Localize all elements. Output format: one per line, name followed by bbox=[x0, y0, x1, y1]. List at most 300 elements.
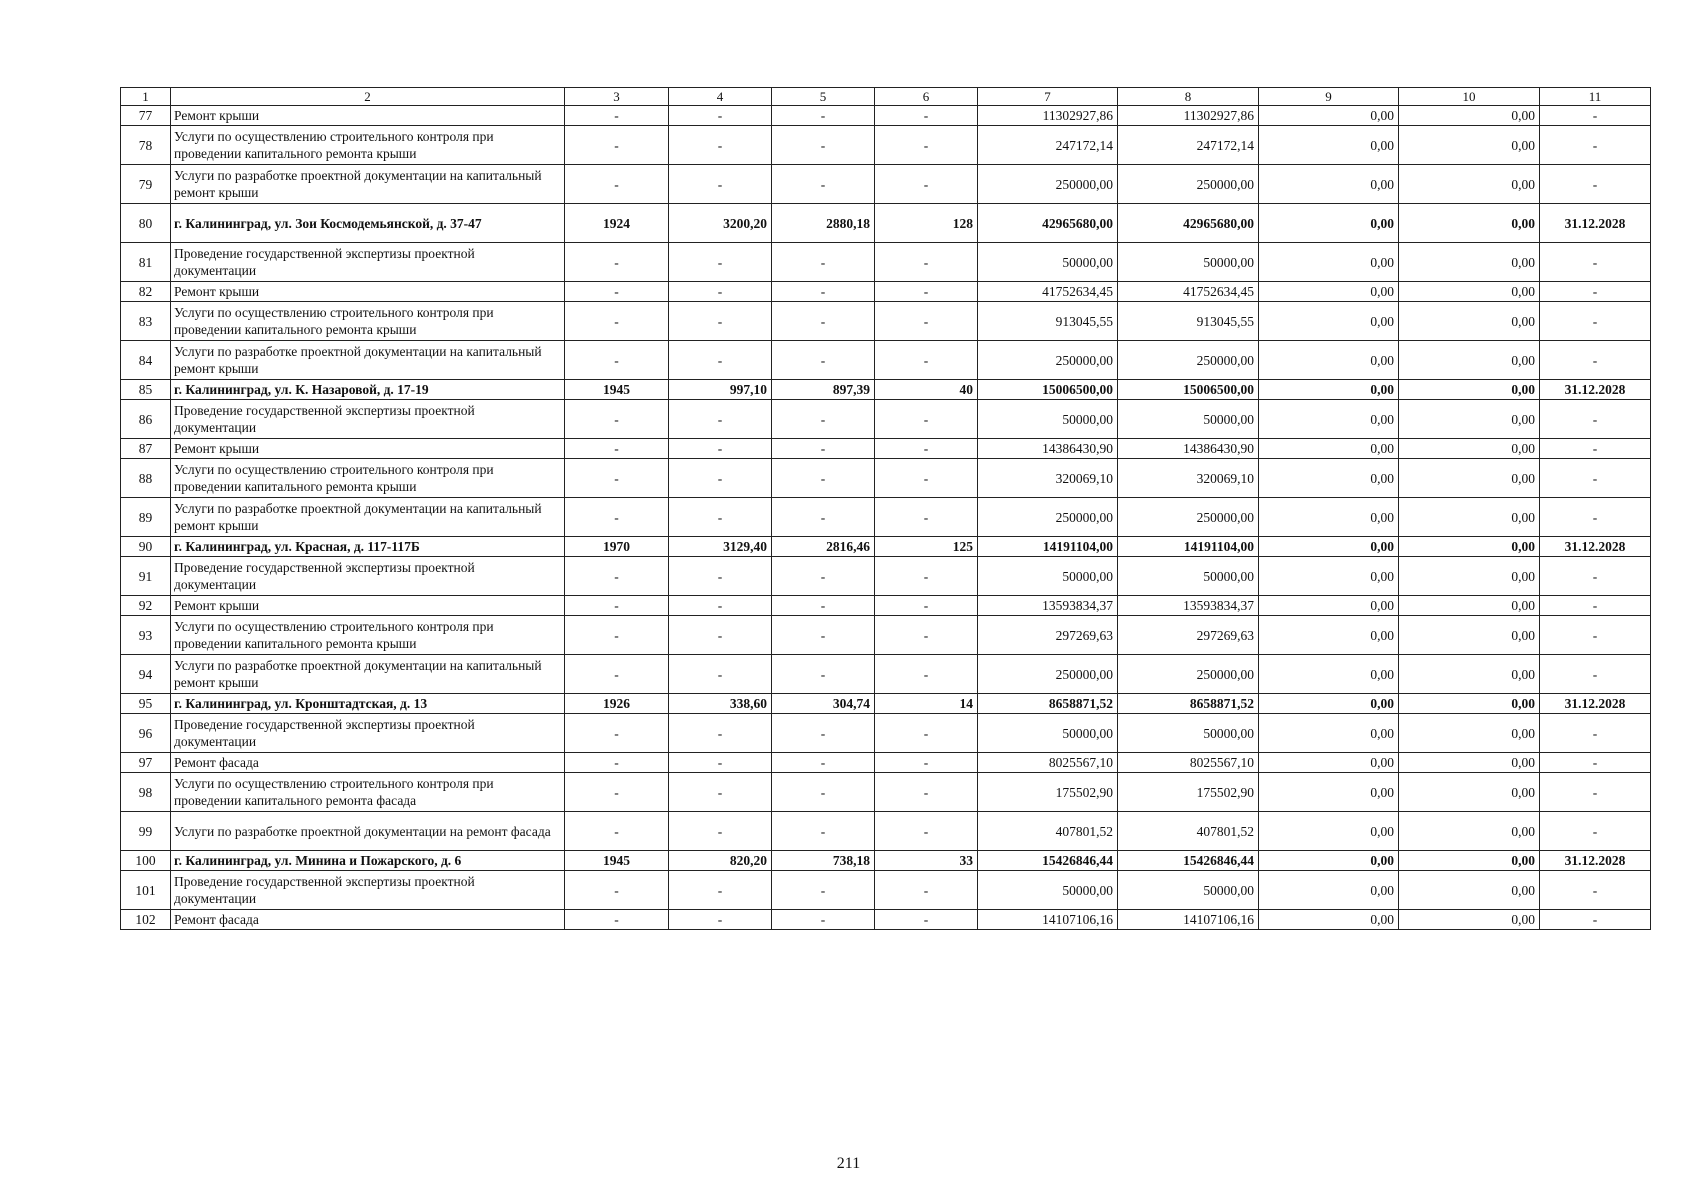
col-6-cell: 128 bbox=[875, 204, 978, 243]
col-6-cell: - bbox=[875, 341, 978, 380]
col-6-cell: - bbox=[875, 282, 978, 302]
col-11-cell: - bbox=[1540, 302, 1651, 341]
col-6-cell: - bbox=[875, 714, 978, 753]
col-10-cell: 0,00 bbox=[1399, 655, 1540, 694]
col-5-cell: - bbox=[772, 126, 875, 165]
col-4-cell: - bbox=[669, 616, 772, 655]
col-5-cell: - bbox=[772, 282, 875, 302]
col-4-cell: - bbox=[669, 557, 772, 596]
col-10-cell: 0,00 bbox=[1399, 459, 1540, 498]
row-number-cell: 87 bbox=[121, 439, 171, 459]
col-10-cell: 0,00 bbox=[1399, 165, 1540, 204]
col-3-cell: - bbox=[565, 165, 669, 204]
column-header: 7 bbox=[978, 88, 1118, 106]
col-8-cell: 8025567,10 bbox=[1118, 753, 1259, 773]
col-7-cell: 8025567,10 bbox=[978, 753, 1118, 773]
col-9-cell: 0,00 bbox=[1259, 204, 1399, 243]
row-number-cell: 84 bbox=[121, 341, 171, 380]
col-11-cell: - bbox=[1540, 616, 1651, 655]
col-5-cell: - bbox=[772, 459, 875, 498]
row-number-cell: 96 bbox=[121, 714, 171, 753]
work-description-cell: Проведение государственной экспертизы проектной документации bbox=[171, 714, 565, 753]
row-number-cell: 85 bbox=[121, 380, 171, 400]
col-9-cell: 0,00 bbox=[1259, 871, 1399, 910]
row-number-cell: 95 bbox=[121, 694, 171, 714]
col-3-cell: - bbox=[565, 773, 669, 812]
col-10-cell: 0,00 bbox=[1399, 871, 1540, 910]
col-7-cell: 50000,00 bbox=[978, 557, 1118, 596]
col-7-cell: 247172,14 bbox=[978, 126, 1118, 165]
work-description-cell: Услуги по разработке проектной документации на капитальный ремонт крыши bbox=[171, 655, 565, 694]
work-description-cell: г. Калининград, ул. Красная, д. 117-117Б bbox=[171, 537, 565, 557]
col-5-cell: - bbox=[772, 165, 875, 204]
col-7-cell: 13593834,37 bbox=[978, 596, 1118, 616]
column-header: 2 bbox=[171, 88, 565, 106]
col-11-cell: 31.12.2028 bbox=[1540, 380, 1651, 400]
col-8-cell: 407801,52 bbox=[1118, 812, 1259, 851]
col-3-cell: - bbox=[565, 871, 669, 910]
col-11-cell: - bbox=[1540, 400, 1651, 439]
col-4-cell: - bbox=[669, 439, 772, 459]
col-7-cell: 8658871,52 bbox=[978, 694, 1118, 714]
col-5-cell: - bbox=[772, 341, 875, 380]
col-6-cell: - bbox=[875, 243, 978, 282]
col-9-cell: 0,00 bbox=[1259, 439, 1399, 459]
col-3-cell: 1945 bbox=[565, 380, 669, 400]
col-5-cell: - bbox=[772, 243, 875, 282]
col-4-cell: - bbox=[669, 282, 772, 302]
col-4-cell: - bbox=[669, 498, 772, 537]
work-description-cell: Ремонт крыши bbox=[171, 282, 565, 302]
work-item-row bbox=[121, 126, 1651, 165]
work-description-cell: Проведение государственной экспертизы проектной документации bbox=[171, 557, 565, 596]
row-number-cell: 99 bbox=[121, 812, 171, 851]
work-description-cell: Ремонт крыши bbox=[171, 106, 565, 126]
col-10-cell: 0,00 bbox=[1399, 812, 1540, 851]
col-3-cell: - bbox=[565, 557, 669, 596]
col-8-cell: 297269,63 bbox=[1118, 616, 1259, 655]
col-11-cell: - bbox=[1540, 126, 1651, 165]
work-item-row bbox=[121, 910, 1651, 930]
column-header: 9 bbox=[1259, 88, 1399, 106]
work-item-row bbox=[121, 243, 1651, 282]
col-9-cell: 0,00 bbox=[1259, 714, 1399, 753]
work-description-cell: Ремонт фасада bbox=[171, 753, 565, 773]
column-header: 8 bbox=[1118, 88, 1259, 106]
col-6-cell: - bbox=[875, 773, 978, 812]
work-description-cell: Услуги по разработке проектной документации на ремонт фасада bbox=[171, 812, 565, 851]
work-description-cell: г. Калининград, ул. Минина и Пожарского, д. 6 bbox=[171, 851, 565, 871]
row-number-cell: 92 bbox=[121, 596, 171, 616]
col-7-cell: 250000,00 bbox=[978, 498, 1118, 537]
address-row bbox=[121, 380, 1651, 400]
col-5-cell: - bbox=[772, 439, 875, 459]
row-number-cell: 102 bbox=[121, 910, 171, 930]
col-10-cell: 0,00 bbox=[1399, 596, 1540, 616]
col-10-cell: 0,00 bbox=[1399, 439, 1540, 459]
col-8-cell: 250000,00 bbox=[1118, 341, 1259, 380]
col-7-cell: 320069,10 bbox=[978, 459, 1118, 498]
col-8-cell: 320069,10 bbox=[1118, 459, 1259, 498]
work-item-row bbox=[121, 753, 1651, 773]
col-8-cell: 50000,00 bbox=[1118, 714, 1259, 753]
col-7-cell: 42965680,00 bbox=[978, 204, 1118, 243]
col-6-cell: - bbox=[875, 753, 978, 773]
work-description-cell: Услуги по разработке проектной документации на капитальный ремонт крыши bbox=[171, 165, 565, 204]
col-8-cell: 15426846,44 bbox=[1118, 851, 1259, 871]
col-11-cell: 31.12.2028 bbox=[1540, 694, 1651, 714]
col-8-cell: 13593834,37 bbox=[1118, 596, 1259, 616]
col-9-cell: 0,00 bbox=[1259, 557, 1399, 596]
col-9-cell: 0,00 bbox=[1259, 537, 1399, 557]
col-4-cell: - bbox=[669, 165, 772, 204]
col-7-cell: 250000,00 bbox=[978, 165, 1118, 204]
col-8-cell: 8658871,52 bbox=[1118, 694, 1259, 714]
col-11-cell: - bbox=[1540, 753, 1651, 773]
col-4-cell: - bbox=[669, 753, 772, 773]
col-10-cell: 0,00 bbox=[1399, 616, 1540, 655]
col-6-cell: - bbox=[875, 459, 978, 498]
col-5-cell: - bbox=[772, 616, 875, 655]
col-8-cell: 15006500,00 bbox=[1118, 380, 1259, 400]
work-description-cell: Ремонт крыши bbox=[171, 439, 565, 459]
col-5-cell: - bbox=[772, 498, 875, 537]
col-11-cell: - bbox=[1540, 106, 1651, 126]
col-11-cell: - bbox=[1540, 596, 1651, 616]
work-description-cell: Проведение государственной экспертизы проектной документации bbox=[171, 243, 565, 282]
col-3-cell: - bbox=[565, 400, 669, 439]
col-8-cell: 247172,14 bbox=[1118, 126, 1259, 165]
col-5-cell: - bbox=[772, 400, 875, 439]
col-7-cell: 11302927,86 bbox=[978, 106, 1118, 126]
col-4-cell: - bbox=[669, 714, 772, 753]
row-number-cell: 91 bbox=[121, 557, 171, 596]
col-4-cell: - bbox=[669, 655, 772, 694]
work-item-row bbox=[121, 714, 1651, 753]
col-11-cell: - bbox=[1540, 498, 1651, 537]
work-description-cell: г. Калининград, ул. К. Назаровой, д. 17-19 bbox=[171, 380, 565, 400]
col-3-cell: 1945 bbox=[565, 851, 669, 871]
col-4-cell: - bbox=[669, 812, 772, 851]
column-header: 10 bbox=[1399, 88, 1540, 106]
col-8-cell: 50000,00 bbox=[1118, 400, 1259, 439]
work-item-row bbox=[121, 341, 1651, 380]
col-3-cell: - bbox=[565, 341, 669, 380]
col-8-cell: 14191104,00 bbox=[1118, 537, 1259, 557]
row-number-cell: 81 bbox=[121, 243, 171, 282]
col-7-cell: 297269,63 bbox=[978, 616, 1118, 655]
col-9-cell: 0,00 bbox=[1259, 243, 1399, 282]
col-7-cell: 250000,00 bbox=[978, 341, 1118, 380]
col-4-cell: 997,10 bbox=[669, 380, 772, 400]
work-item-row bbox=[121, 106, 1651, 126]
row-number-cell: 78 bbox=[121, 126, 171, 165]
col-3-cell: - bbox=[565, 302, 669, 341]
col-4-cell: - bbox=[669, 596, 772, 616]
col-5-cell: - bbox=[772, 773, 875, 812]
col-3-cell: - bbox=[565, 753, 669, 773]
col-6-cell: 125 bbox=[875, 537, 978, 557]
row-number-cell: 86 bbox=[121, 400, 171, 439]
col-11-cell: - bbox=[1540, 282, 1651, 302]
col-4-cell: 338,60 bbox=[669, 694, 772, 714]
column-header: 5 bbox=[772, 88, 875, 106]
col-8-cell: 11302927,86 bbox=[1118, 106, 1259, 126]
address-row bbox=[121, 537, 1651, 557]
col-9-cell: 0,00 bbox=[1259, 282, 1399, 302]
work-item-row bbox=[121, 616, 1651, 655]
col-8-cell: 250000,00 bbox=[1118, 498, 1259, 537]
work-description-cell: Ремонт крыши bbox=[171, 596, 565, 616]
col-5-cell: - bbox=[772, 596, 875, 616]
column-header: 6 bbox=[875, 88, 978, 106]
col-8-cell: 250000,00 bbox=[1118, 655, 1259, 694]
row-number-cell: 79 bbox=[121, 165, 171, 204]
col-3-cell: - bbox=[565, 616, 669, 655]
col-10-cell: 0,00 bbox=[1399, 714, 1540, 753]
col-9-cell: 0,00 bbox=[1259, 400, 1399, 439]
col-11-cell: - bbox=[1540, 871, 1651, 910]
col-11-cell: - bbox=[1540, 655, 1651, 694]
col-10-cell: 0,00 bbox=[1399, 126, 1540, 165]
col-8-cell: 41752634,45 bbox=[1118, 282, 1259, 302]
col-5-cell: - bbox=[772, 714, 875, 753]
row-number-cell: 100 bbox=[121, 851, 171, 871]
col-8-cell: 913045,55 bbox=[1118, 302, 1259, 341]
col-9-cell: 0,00 bbox=[1259, 596, 1399, 616]
col-7-cell: 50000,00 bbox=[978, 243, 1118, 282]
work-item-row bbox=[121, 400, 1651, 439]
col-5-cell: - bbox=[772, 557, 875, 596]
row-number-cell: 94 bbox=[121, 655, 171, 694]
work-item-row bbox=[121, 596, 1651, 616]
row-number-cell: 80 bbox=[121, 204, 171, 243]
col-3-cell: - bbox=[565, 498, 669, 537]
work-item-row bbox=[121, 439, 1651, 459]
col-4-cell: 3200,20 bbox=[669, 204, 772, 243]
col-6-cell: - bbox=[875, 498, 978, 537]
col-7-cell: 14386430,90 bbox=[978, 439, 1118, 459]
col-9-cell: 0,00 bbox=[1259, 616, 1399, 655]
col-9-cell: 0,00 bbox=[1259, 126, 1399, 165]
col-11-cell: - bbox=[1540, 165, 1651, 204]
column-header: 3 bbox=[565, 88, 669, 106]
work-item-row bbox=[121, 459, 1651, 498]
col-10-cell: 0,00 bbox=[1399, 243, 1540, 282]
col-10-cell: 0,00 bbox=[1399, 302, 1540, 341]
col-11-cell: - bbox=[1540, 341, 1651, 380]
col-9-cell: 0,00 bbox=[1259, 165, 1399, 204]
work-description-cell: Услуги по осуществлению строительного контроля при проведении капитального ремонта фасада bbox=[171, 773, 565, 812]
col-3-cell: - bbox=[565, 243, 669, 282]
repair-schedule-table bbox=[120, 87, 1651, 930]
col-11-cell: 31.12.2028 bbox=[1540, 537, 1651, 557]
col-10-cell: 0,00 bbox=[1399, 753, 1540, 773]
col-4-cell: 820,20 bbox=[669, 851, 772, 871]
col-3-cell: - bbox=[565, 106, 669, 126]
work-description-cell: Услуги по осуществлению строительного контроля при проведении капитального ремонта крыши bbox=[171, 302, 565, 341]
col-10-cell: 0,00 bbox=[1399, 694, 1540, 714]
col-4-cell: - bbox=[669, 243, 772, 282]
col-9-cell: 0,00 bbox=[1259, 812, 1399, 851]
col-3-cell: - bbox=[565, 812, 669, 851]
col-9-cell: 0,00 bbox=[1259, 753, 1399, 773]
col-3-cell: - bbox=[565, 910, 669, 930]
col-3-cell: - bbox=[565, 282, 669, 302]
work-description-cell: Проведение государственной экспертизы проектной документации bbox=[171, 871, 565, 910]
col-9-cell: 0,00 bbox=[1259, 380, 1399, 400]
col-8-cell: 175502,90 bbox=[1118, 773, 1259, 812]
work-item-row bbox=[121, 165, 1651, 204]
col-9-cell: 0,00 bbox=[1259, 106, 1399, 126]
column-header: 11 bbox=[1540, 88, 1651, 106]
col-5-cell: 897,39 bbox=[772, 380, 875, 400]
col-4-cell: 3129,40 bbox=[669, 537, 772, 557]
col-6-cell: - bbox=[875, 557, 978, 596]
col-11-cell: - bbox=[1540, 812, 1651, 851]
col-6-cell: - bbox=[875, 439, 978, 459]
col-5-cell: 738,18 bbox=[772, 851, 875, 871]
col-9-cell: 0,00 bbox=[1259, 655, 1399, 694]
address-row bbox=[121, 204, 1651, 243]
col-11-cell: - bbox=[1540, 439, 1651, 459]
col-10-cell: 0,00 bbox=[1399, 537, 1540, 557]
col-3-cell: - bbox=[565, 439, 669, 459]
address-row bbox=[121, 851, 1651, 871]
row-number-cell: 97 bbox=[121, 753, 171, 773]
col-10-cell: 0,00 bbox=[1399, 851, 1540, 871]
work-item-row bbox=[121, 812, 1651, 851]
col-10-cell: 0,00 bbox=[1399, 557, 1540, 596]
row-number-cell: 82 bbox=[121, 282, 171, 302]
col-6-cell: - bbox=[875, 165, 978, 204]
col-5-cell: - bbox=[772, 910, 875, 930]
col-3-cell: 1924 bbox=[565, 204, 669, 243]
col-11-cell: - bbox=[1540, 910, 1651, 930]
col-6-cell: - bbox=[875, 812, 978, 851]
work-description-cell: Услуги по осуществлению строительного контроля при проведении капитального ремонта крыши bbox=[171, 126, 565, 165]
col-7-cell: 14191104,00 bbox=[978, 537, 1118, 557]
col-5-cell: - bbox=[772, 106, 875, 126]
work-description-cell: Ремонт фасада bbox=[171, 910, 565, 930]
col-9-cell: 0,00 bbox=[1259, 694, 1399, 714]
col-3-cell: - bbox=[565, 126, 669, 165]
col-3-cell: 1926 bbox=[565, 694, 669, 714]
col-3-cell: - bbox=[565, 714, 669, 753]
col-8-cell: 50000,00 bbox=[1118, 557, 1259, 596]
col-11-cell: - bbox=[1540, 557, 1651, 596]
col-3-cell: - bbox=[565, 596, 669, 616]
col-11-cell: - bbox=[1540, 773, 1651, 812]
col-4-cell: - bbox=[669, 126, 772, 165]
col-10-cell: 0,00 bbox=[1399, 341, 1540, 380]
work-item-row bbox=[121, 282, 1651, 302]
row-number-cell: 83 bbox=[121, 302, 171, 341]
col-8-cell: 14386430,90 bbox=[1118, 439, 1259, 459]
col-8-cell: 50000,00 bbox=[1118, 871, 1259, 910]
work-description-cell: Услуги по разработке проектной документации на капитальный ремонт крыши bbox=[171, 498, 565, 537]
col-11-cell: 31.12.2028 bbox=[1540, 204, 1651, 243]
col-4-cell: - bbox=[669, 459, 772, 498]
col-10-cell: 0,00 bbox=[1399, 400, 1540, 439]
col-6-cell: - bbox=[875, 655, 978, 694]
col-8-cell: 50000,00 bbox=[1118, 243, 1259, 282]
col-10-cell: 0,00 bbox=[1399, 106, 1540, 126]
col-8-cell: 14107106,16 bbox=[1118, 910, 1259, 930]
col-6-cell: - bbox=[875, 126, 978, 165]
col-4-cell: - bbox=[669, 773, 772, 812]
row-number-cell: 98 bbox=[121, 773, 171, 812]
col-11-cell: - bbox=[1540, 714, 1651, 753]
col-10-cell: 0,00 bbox=[1399, 910, 1540, 930]
col-6-cell: - bbox=[875, 616, 978, 655]
col-5-cell: - bbox=[772, 302, 875, 341]
col-5-cell: - bbox=[772, 812, 875, 851]
col-6-cell: - bbox=[875, 302, 978, 341]
work-description-cell: Услуги по осуществлению строительного контроля при проведении капитального ремонта крыши bbox=[171, 459, 565, 498]
col-11-cell: 31.12.2028 bbox=[1540, 851, 1651, 871]
col-9-cell: 0,00 bbox=[1259, 498, 1399, 537]
col-6-cell: - bbox=[875, 106, 978, 126]
col-6-cell: 40 bbox=[875, 380, 978, 400]
col-7-cell: 50000,00 bbox=[978, 714, 1118, 753]
col-10-cell: 0,00 bbox=[1399, 498, 1540, 537]
col-7-cell: 15006500,00 bbox=[978, 380, 1118, 400]
col-4-cell: - bbox=[669, 341, 772, 380]
work-item-row bbox=[121, 655, 1651, 694]
col-9-cell: 0,00 bbox=[1259, 302, 1399, 341]
col-9-cell: 0,00 bbox=[1259, 910, 1399, 930]
work-item-row bbox=[121, 773, 1651, 812]
col-10-cell: 0,00 bbox=[1399, 773, 1540, 812]
col-5-cell: - bbox=[772, 655, 875, 694]
work-item-row bbox=[121, 498, 1651, 537]
row-number-cell: 89 bbox=[121, 498, 171, 537]
col-4-cell: - bbox=[669, 871, 772, 910]
col-3-cell: - bbox=[565, 655, 669, 694]
col-7-cell: 407801,52 bbox=[978, 812, 1118, 851]
col-9-cell: 0,00 bbox=[1259, 851, 1399, 871]
row-number-cell: 77 bbox=[121, 106, 171, 126]
row-number-cell: 101 bbox=[121, 871, 171, 910]
column-header: 1 bbox=[121, 88, 171, 106]
col-10-cell: 0,00 bbox=[1399, 204, 1540, 243]
col-7-cell: 41752634,45 bbox=[978, 282, 1118, 302]
address-row bbox=[121, 694, 1651, 714]
col-6-cell: 33 bbox=[875, 851, 978, 871]
col-5-cell: 2880,18 bbox=[772, 204, 875, 243]
work-description-cell: Услуги по осуществлению строительного контроля при проведении капитального ремонта крыши bbox=[171, 616, 565, 655]
col-4-cell: - bbox=[669, 302, 772, 341]
col-6-cell: - bbox=[875, 400, 978, 439]
col-5-cell: - bbox=[772, 753, 875, 773]
work-item-row bbox=[121, 871, 1651, 910]
col-3-cell: 1970 bbox=[565, 537, 669, 557]
work-description-cell: г. Калининград, ул. Кронштадтская, д. 13 bbox=[171, 694, 565, 714]
col-10-cell: 0,00 bbox=[1399, 282, 1540, 302]
col-10-cell: 0,00 bbox=[1399, 380, 1540, 400]
col-5-cell: 304,74 bbox=[772, 694, 875, 714]
column-header: 4 bbox=[669, 88, 772, 106]
col-7-cell: 50000,00 bbox=[978, 871, 1118, 910]
col-7-cell: 50000,00 bbox=[978, 400, 1118, 439]
row-number-cell: 93 bbox=[121, 616, 171, 655]
col-9-cell: 0,00 bbox=[1259, 341, 1399, 380]
col-7-cell: 250000,00 bbox=[978, 655, 1118, 694]
col-8-cell: 42965680,00 bbox=[1118, 204, 1259, 243]
col-4-cell: - bbox=[669, 400, 772, 439]
col-4-cell: - bbox=[669, 910, 772, 930]
